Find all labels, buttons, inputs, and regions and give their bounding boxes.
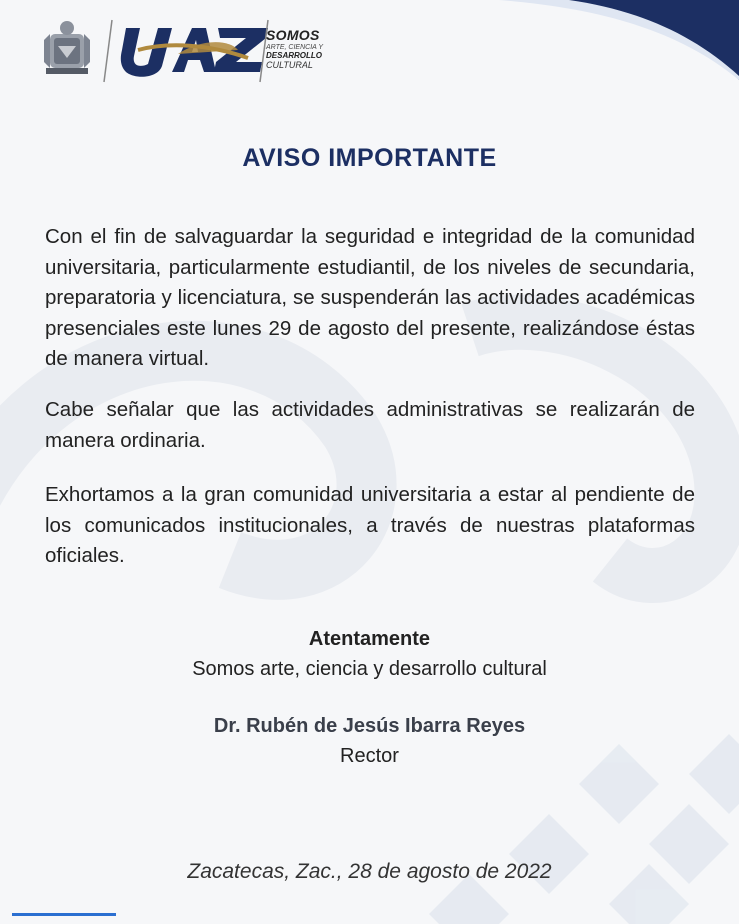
somos-title: SOMOS bbox=[266, 27, 320, 43]
somos-cultural-line: CULTURAL bbox=[266, 60, 313, 70]
signer-role: Rector bbox=[340, 745, 399, 767]
notice-paragraph-3: Exhortamos a la gran comunidad universitaria a estar al pendiente de los comunicados institucionales, a través de nuestras plataformas oficiales. bbox=[45, 483, 695, 567]
state-seal-icon bbox=[36, 18, 98, 80]
place-and-date: Zacatecas, Zac., 28 de agosto de 2022 bbox=[187, 860, 552, 883]
somos-subtitle: ARTE, CIENCIA Y bbox=[266, 44, 324, 51]
header-divider bbox=[102, 18, 114, 84]
closing-salutation: Atentamente bbox=[308, 628, 431, 650]
uaz-logo bbox=[118, 20, 278, 82]
signer-name: Dr. Rubén de Jesús Ibarra Reyes bbox=[213, 715, 526, 737]
somos-tagline bbox=[266, 28, 366, 70]
corner-swoosh-decoration bbox=[439, 0, 739, 80]
notice-paragraph-2: Cabe señalar que las actividades administrativas se realizarán de manera ordinaria. bbox=[45, 398, 695, 452]
institution-header bbox=[36, 14, 356, 84]
institutional-motto: Somos arte, ciencia y desarrollo cultural bbox=[192, 658, 547, 680]
notice-title: AVISO IMPORTANTE bbox=[242, 144, 497, 172]
somos-bold-line: DESARROLLO bbox=[266, 51, 322, 60]
bottom-accent-bar bbox=[12, 913, 116, 916]
notice-paragraph-1: Con el fin de salvaguardar la seguridad e integridad de la comunidad universitaria, particularmente estudiantil, de los niveles de secundaria, preparatoria y licenciatura, se suspenderán las actividades académicas presenciales este lunes 29 de agosto del presente, realizándose éstas de manera virtual. bbox=[45, 225, 695, 370]
